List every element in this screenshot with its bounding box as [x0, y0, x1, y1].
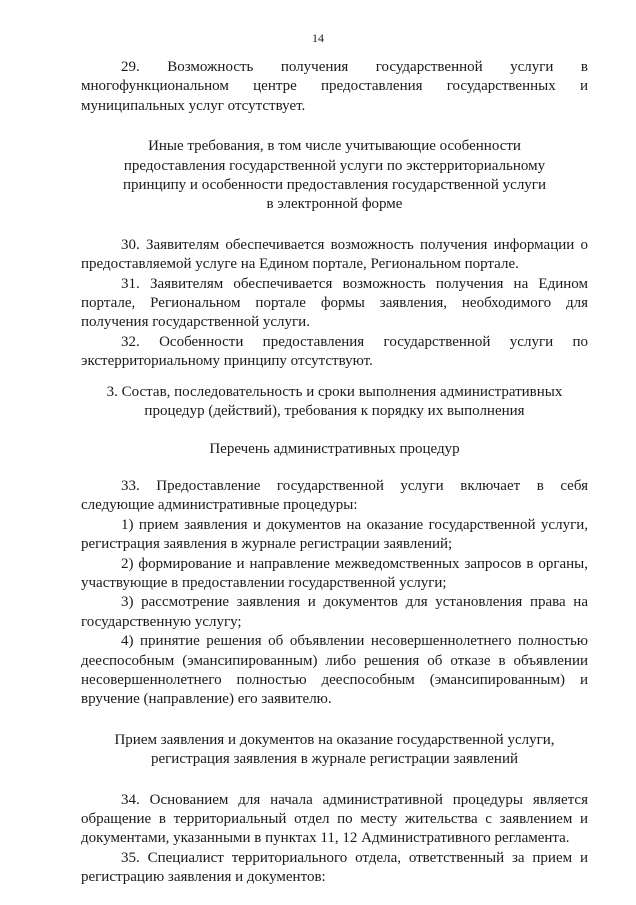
section-heading — [81, 731, 588, 770]
paragraph: 4) принятие решения об объявлении несовершеннолетнего полностью дееспособным (эмансипированным) либо решения об отказе в объявлении несовершеннолетнего полностью дееспособным (эмансипированным) и вручение (направление) его заявителю. — [81, 633, 588, 708]
spacer — [81, 372, 588, 383]
paragraph: 2) формирование и направление межведомственных запросов в органы, участвующие в предоставлении государственной услуги; — [81, 555, 588, 591]
document-body — [81, 58, 588, 888]
paragraph: 1) прием заявления и документов на оказание государственной услуги, регистрация заявления в журнале регистрации заявлений; — [81, 516, 588, 553]
heading-line: процедур (действий), требования к порядку их выполнения — [144, 403, 525, 420]
spacer — [81, 459, 588, 477]
paragraph: 33. Предоставление государственной услуги включает в себя следующие административные процедуры: — [81, 477, 588, 514]
heading-line: в электронной форме — [266, 196, 403, 213]
heading-line: предоставления государственной услуги по экстерриториальному — [123, 157, 546, 174]
section-heading — [81, 440, 588, 459]
section-heading — [81, 137, 588, 215]
heading-line: регистрация заявления в журнале регистрации заявлений — [150, 751, 519, 768]
spacer — [81, 710, 588, 731]
paragraph: 32. Особенности предоставления государственной услуги по экстерриториальному принципу отсутствуют. — [81, 333, 588, 370]
heading-line: Прием заявления и документов на оказание государственной услуги, — [114, 731, 555, 748]
paragraph: 30. Заявителям обеспечивается возможность получения информации о предоставляемой услуге на Едином портале, Региональном портале. — [81, 236, 588, 273]
heading-line: Перечень административных процедур — [209, 440, 460, 457]
paragraph: 29. Возможность получения государственной услуги в многофункциональном центре предоставления государственных и муниципальных услуг отсутствует. — [81, 59, 588, 114]
spacer — [81, 770, 588, 791]
page-number: 14 — [312, 31, 324, 45]
heading-line: принципу и особенности предоставления государственной услуги — [123, 177, 546, 194]
spacer — [81, 422, 588, 440]
spacer — [81, 116, 588, 137]
spacer — [81, 215, 588, 236]
paragraph: 31. Заявителям обеспечивается возможность получения на Едином портале, Региональном портале формы заявления, необходимого для получения государственной услуги. — [81, 275, 588, 331]
paragraph: 3) рассмотрение заявления и документов для установления права на государственную услугу; — [81, 594, 588, 630]
section-heading — [81, 383, 588, 422]
heading-line: 3. Состав, последовательность и сроки выполнения административных — [106, 383, 563, 400]
paragraph: 35. Специалист территориального отдела, ответственный за прием и регистрацию заявления и документов: — [81, 849, 588, 886]
heading-line: Иные требования, в том числе учитывающие особенности — [148, 138, 521, 155]
paragraph: 34. Основанием для начала административной процедуры является обращение в территориальный отдел по месту жительства с заявлением и документами, указанными в пунктах 11, 12 Административного регламента. — [81, 791, 588, 847]
